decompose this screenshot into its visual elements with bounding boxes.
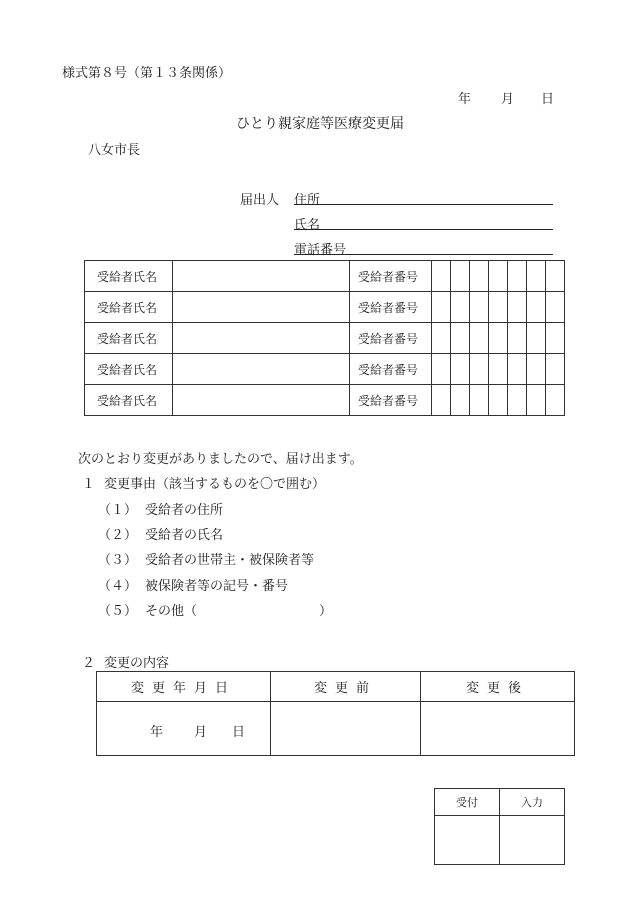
applicant-label: 届出人 <box>240 193 280 208</box>
other-close-paren: ） <box>319 604 333 619</box>
number-digit-cell[interactable] <box>508 292 527 323</box>
number-digit-cell[interactable] <box>508 261 527 292</box>
reason-option[interactable]: 受給者の氏名 <box>145 528 224 543</box>
number-digit-cell[interactable] <box>508 354 527 385</box>
number-digit-cell[interactable] <box>451 354 470 385</box>
before-cell[interactable] <box>271 702 421 756</box>
number-digit-cell[interactable] <box>432 354 451 385</box>
number-digit-cell[interactable] <box>451 292 470 323</box>
number-digit-cell[interactable] <box>451 323 470 354</box>
recipients-table <box>84 260 565 416</box>
number-digit-cell[interactable] <box>489 292 508 323</box>
number-digit-cell[interactable] <box>489 385 508 416</box>
number-digit-cell[interactable] <box>527 385 546 416</box>
number-digit-cell[interactable] <box>451 385 470 416</box>
reason-option[interactable]: 受給者の世帯主・被保険者等 <box>145 553 315 568</box>
section2-heading: 変更の内容 <box>104 656 170 671</box>
number-digit-cell[interactable] <box>432 261 451 292</box>
reason-number: （４） <box>98 579 138 594</box>
number-digit-cell[interactable] <box>470 323 489 354</box>
section2-number: ２ <box>82 656 96 671</box>
date-month-label: 月 <box>501 92 515 107</box>
before-header: 変更前 <box>271 672 421 702</box>
recipient-row <box>85 323 565 354</box>
number-digit-cell[interactable] <box>546 385 565 416</box>
number-digit-cell[interactable] <box>432 385 451 416</box>
address-line[interactable] <box>294 204 553 205</box>
number-digit-cell[interactable] <box>470 385 489 416</box>
section1-number: １ <box>82 477 96 492</box>
number-digit-cell[interactable] <box>546 354 565 385</box>
reason-number: （５） <box>98 604 138 619</box>
receipt-body-row <box>435 816 565 865</box>
reason-option[interactable]: その他（ <box>145 604 198 619</box>
number-digit-cell[interactable] <box>489 261 508 292</box>
recipient-name-cell[interactable] <box>173 292 350 323</box>
recipient-number-label: 受給者番号 <box>350 385 432 416</box>
number-digit-cell[interactable] <box>527 292 546 323</box>
section1-heading: 変更事由（該当するものを〇で囲む） <box>104 477 326 492</box>
after-cell[interactable] <box>421 702 575 756</box>
recipient-number-label: 受給者番号 <box>350 292 432 323</box>
recipient-name-cell[interactable] <box>173 354 350 385</box>
input-label: 入力 <box>500 789 565 816</box>
change-month-label: 月 <box>194 725 208 740</box>
number-digit-cell[interactable] <box>470 354 489 385</box>
reason-option[interactable]: 受給者の住所 <box>145 503 224 518</box>
recipient-name-label: 受給者氏名 <box>85 292 173 323</box>
recipient-name-cell[interactable] <box>173 323 350 354</box>
number-digit-cell[interactable] <box>546 261 565 292</box>
statement: 次のとおり変更がありましたので、届け出ます。 <box>78 452 363 467</box>
change-date-header: 変更年月日 <box>97 672 271 702</box>
name-label: 氏名 <box>294 218 321 233</box>
number-digit-cell[interactable] <box>546 292 565 323</box>
recipient-number-label: 受給者番号 <box>350 261 432 292</box>
address-label: 住所 <box>294 193 321 208</box>
phone-label: 電話番号 <box>294 243 347 258</box>
reason-number: （２） <box>98 528 138 543</box>
reason-number: （３） <box>98 553 138 568</box>
number-digit-cell[interactable] <box>508 385 527 416</box>
change-day-label: 日 <box>232 725 246 740</box>
change-header-row <box>97 672 575 702</box>
change-year-label: 年 <box>150 725 164 740</box>
number-digit-cell[interactable] <box>527 261 546 292</box>
recipient-row <box>85 292 565 323</box>
form-number: 様式第８号（第１３条関係） <box>62 66 232 81</box>
number-digit-cell[interactable] <box>432 323 451 354</box>
date-year-label: 年 <box>458 92 472 107</box>
recipient-name-label: 受給者氏名 <box>85 261 173 292</box>
number-digit-cell[interactable] <box>527 354 546 385</box>
received-label: 受付 <box>435 789 500 816</box>
change-date-cell[interactable] <box>97 702 271 756</box>
after-header: 変更後 <box>421 672 575 702</box>
document-title: ひとり親家庭等医療変更届 <box>236 116 404 132</box>
phone-line[interactable] <box>294 254 553 255</box>
change-table <box>96 671 575 756</box>
receipt-header-row <box>435 789 565 816</box>
recipient-name-label: 受給者氏名 <box>85 354 173 385</box>
recipient-row <box>85 354 565 385</box>
recipient-number-label: 受給者番号 <box>350 354 432 385</box>
number-digit-cell[interactable] <box>432 292 451 323</box>
recipient-row <box>85 261 565 292</box>
number-digit-cell[interactable] <box>470 261 489 292</box>
reason-option[interactable]: 被保険者等の記号・番号 <box>145 579 289 594</box>
number-digit-cell[interactable] <box>527 323 546 354</box>
recipient-name-cell[interactable] <box>173 261 350 292</box>
addressee: 八女市長 <box>88 143 141 158</box>
recipient-name-label: 受給者氏名 <box>85 323 173 354</box>
number-digit-cell[interactable] <box>451 261 470 292</box>
recipient-name-cell[interactable] <box>173 385 350 416</box>
date-day-label: 日 <box>541 92 555 107</box>
number-digit-cell[interactable] <box>489 354 508 385</box>
name-line[interactable] <box>294 229 553 230</box>
received-stamp-cell[interactable] <box>435 816 500 865</box>
reason-number: （１） <box>98 503 138 518</box>
number-digit-cell[interactable] <box>546 323 565 354</box>
receipt-table <box>434 788 565 865</box>
recipient-row <box>85 385 565 416</box>
recipient-name-label: 受給者氏名 <box>85 385 173 416</box>
number-digit-cell[interactable] <box>508 323 527 354</box>
input-stamp-cell[interactable] <box>500 816 565 865</box>
change-body-row <box>97 702 575 756</box>
number-digit-cell[interactable] <box>470 292 489 323</box>
number-digit-cell[interactable] <box>489 323 508 354</box>
recipient-number-label: 受給者番号 <box>350 323 432 354</box>
